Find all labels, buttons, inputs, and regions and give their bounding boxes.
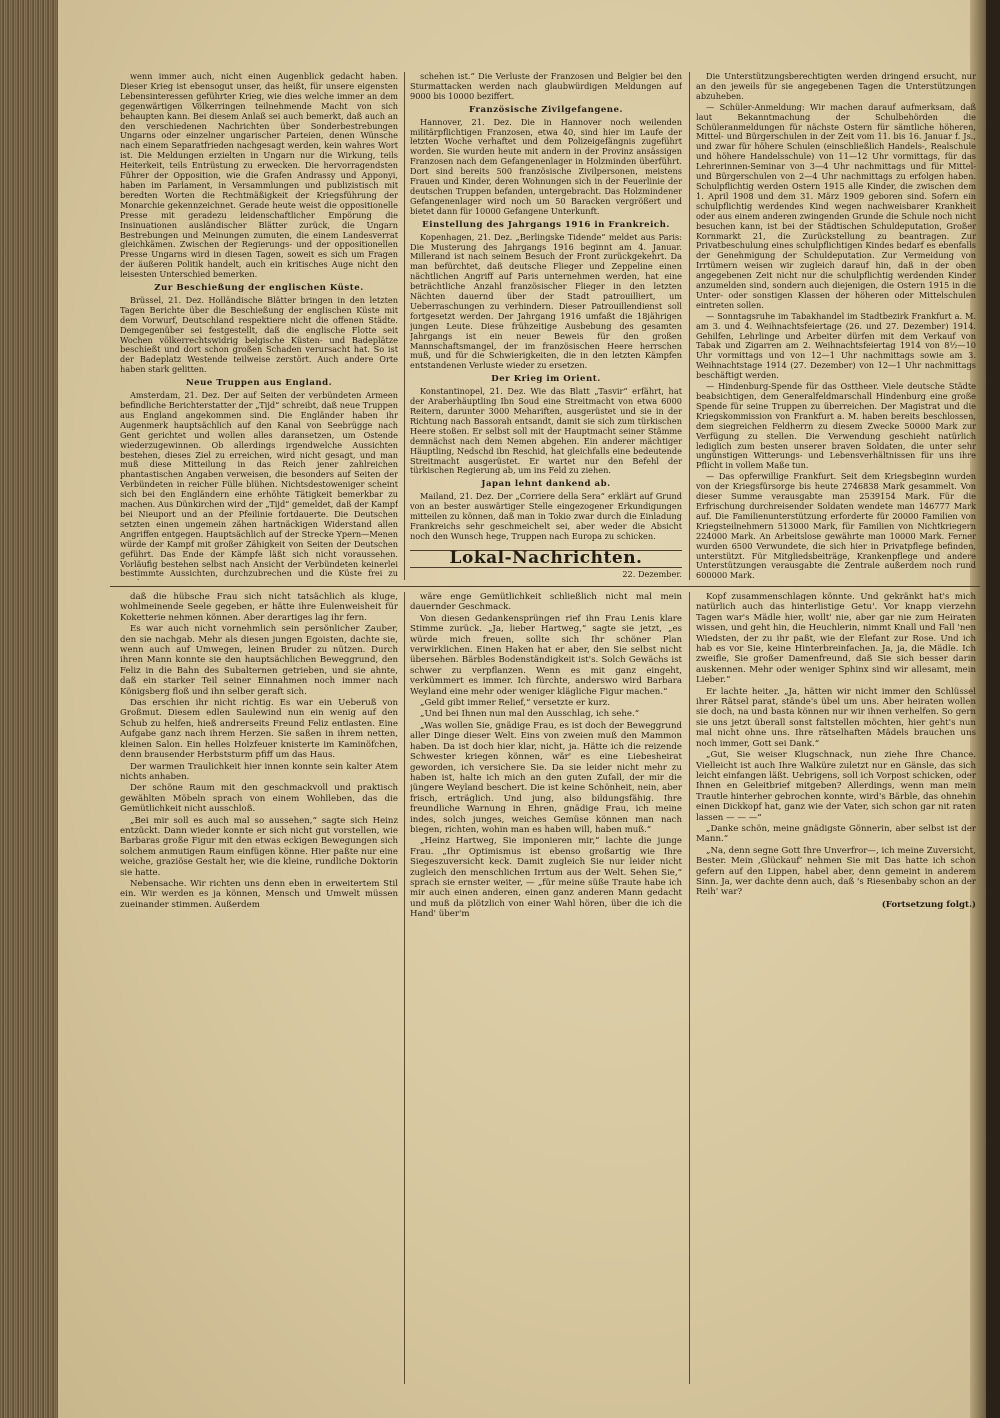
top-column-2 [410, 72, 682, 580]
article-headline: Japan lehnt dankend ab. [481, 479, 611, 490]
paragraph: daß die hübsche Frau sich nicht tatsächlich als kluge, wohlmeinende Seele gegeben, er hätte ihre Eulenweisheit für Koketterie nehmen können. Aber derartiges lag ihr fern. [120, 592, 398, 623]
article-headline: Neue Truppen aus England. [185, 378, 333, 389]
paragraph: Kopenhagen, 21. Dez. „Berlingske Tidende“ meldet aus Paris: Die Musterung des Jahrgangs 1916 beginnt am 4. Januar. Millerand ist nach seinem Besuch der Front zurückgekehrt. Da man befürchtet, daß deutsche Flieger und Zeppeline einen nächtlichen Angriff auf Paris unternehmen werden, hat eine beträchtliche Anzahl französischer Flieger in den letzten Nächten dauernd über der Stadt patrouilliert, um Ueberraschungen zu verhindern. Dieser Patrouillendienst soll fortgesetzt werden. Der Jahrgang 1916 umfaßt die 18jährigen jungen Leute. Diese frühzeitige Ausbebung des gesamten Jahrgangs ist ein neuer Beweis für den großen Mannschaftsmangel, der im französischen Heere herrschen muß, und für die Schwierigkeiten, die in den letzten Kämpfen entstandenen Verluste wieder zu ersetzen. [410, 231, 682, 371]
article-headline: Zur Beschießung der englischen Küste. [154, 283, 364, 294]
paragraph: Die Unterstützungsberechtigten werden dringend ersucht, nur an den jeweils für sie angegebenen Tagen die Unterstützungen abzuheben. [696, 72, 976, 101]
continuation-note: (Fortsetzung folgt.) [881, 899, 976, 910]
paragraph: — Hindenburg-Spende für das Osttheer. Viele deutsche Städte beabsichtigen, dem Generalfeldmarschall Hindenburg eine große Spende für seine Truppen zu überreichen. Der Magistrat und die Kriegskommission von Frankfurt a. M. haben bereits beschlossen, dem siegreichen Feldherrn zu diesem Zwecke 50000 Mark zur Verfügung zu stellen. Die Verwendung geschieht natürlich lediglich zum besten unserer braven Soldaten, die unter sehr ungünstigen Witterungs- und Lebensverhältnissen für uns ihre Pflicht in vollem Maße tun. [696, 381, 976, 471]
column-rule [689, 592, 690, 1384]
paragraph: Kopf zusammenschlagen könnte. Und gekränkt hat's mich natürlich auch das hinterlistige Getu'. Vor knapp vierzehn Tagen war's Mädle hier, wollt' nie, aber gar nie zum Heiraten wissen, und geht hin, die Heuchlerin, nimmt Knall und Fall 'nen Wiedsten, der zu ihr paßt, wie der Elefant zur Rose. Und ich hab es vor Sie, keine Hinterbreinfachen. Ja, ja, die Mädle. Ich zweifle, Sie großer Damenfreund, daß Sie sich besser darin auskennen. Mehr oder weniger Sphinx sind wir allesamt, mein Lieber.“ [696, 592, 976, 686]
section-divider [110, 586, 980, 587]
paragraph: Konstantinopel, 21. Dez. Wie das Blatt „Tasvir“ erfährt, hat der Araberhäuptling Ibn Soud eine Streitmacht von etwa 6000 Reitern, darunter 3000 Mehariften, ausgerüstet und sie in der Richtung nach Bassorah entsandt, damit sie sich zum türkischen Heere stoßen. Er selbst soll mit der Hauptmacht seiner Stämme demnächst nach dem Nemen abgehen. Ein anderer mächtiger Häuptling, Nedschd ibn Reschid, hat gleichfalls eine bedeutende Streitmacht ausgerüstet. Er wartet nur den Befehl der türkischen Regierung ab, um ins Feld zu ziehen. [410, 386, 682, 476]
top-section [110, 72, 980, 580]
top-column-3 [696, 72, 976, 580]
section-heading: Lokal-Nachrichten. [410, 550, 682, 568]
bottom-column-2 [410, 592, 682, 1384]
paragraph: Der schöne Raum mit den geschmackvoll und praktisch gewählten Möbeln sprach von einem Wohlleben, das die Gemütlichkeit nicht ausschloß. [120, 783, 398, 815]
paragraph: Von diesen Gedankensprüngen rief ihn Frau Lenis klare Stimme zurück. „Ja, lieber Hartweg,“ sagte sie jetzt, „es würde mich freuen, sollte sich Ihr schöner Plan verwirklichen. Einen Haken hat er aber, den Sie selbst nicht übersehen. Bärbles Bodenständigkeit ist's. Solch Gewächs ist schwer zu verpflanzen. Wenn es mit ganz eingeht, verkümmert es immer. Ich fürchte, anderswo wird Barbara Weyland eine mehr oder weniger klägliche Figur machen.“ [410, 613, 682, 697]
column-rule [689, 72, 690, 580]
paragraph: wäre enge Gemütlichkeit schließlich nicht mal mein dauernder Geschmack. [410, 592, 682, 613]
paragraph: „Gut, Sie weiser Klugschnack, nun ziehe Ihre Chance. Vielleicht ist auch Ihre Walküre zuletzt nur en Gänsle, das sich leicht einfangen läßt. Uebrigens, soll ich Vorpost schicken, oder Ihnen en Geleitbrief mitgeben? Allerdings, wenn man mein Trautle hinterher gebrochen konnte, wird's Bärble, das ohnehin einen Dickkopf hat, ganz wie der Vater, sich schon gar nit raten lassen — — —“ [696, 750, 976, 823]
book-page-edge [0, 0, 60, 1418]
paragraph: schehen ist.“ Die Verluste der Franzosen und Belgier bei den Sturmattacken werden nach glaubwürdigen Meldungen auf 9000 bis 10000 beziffert. [410, 72, 682, 101]
article-headline: Einstellung des Jahrgangs 1916 in Frankreich. [422, 219, 670, 230]
bottom-column-1 [120, 592, 398, 1384]
paragraph: „Was wollen Sie, gnädige Frau, es ist doch der Beweggrund aller Dinge dieser Welt. Eins von zweien muß den Mammon haben. Da ist doch hier klar, nicht, ja. Hätte ich die reizende Schwester kriegen können, wär' es eine Liebesheirat geworden, ich versichere Sie. Da sie leider nicht mehr zu haben ist, halte ich mich an den guten Zufall, der mir die jüngere Weyland beschert. Die ist keine Schönheit, nein, aber frisch, erträglich. Und jung, also bildungsfähig. Ihre freundliche Warnung in Ehren, gnädige Frau, ich meine indes, solch junges, weiches Gemüse können man nach biegen, richten, wohin man es haben will, haben muß.“ [410, 720, 682, 835]
date-line: 22. Dezember. [622, 568, 682, 579]
paragraph: „Danke schön, meine gnädigste Gönnerin, aber selbst ist der Mann.“ [696, 823, 976, 845]
paragraph: Hannover, 21. Dez. Die in Hannover noch weilenden militärpflichtigen Franzosen, etwa 40, sind hier im Laufe der letzten Woche verhaftet und dem Polizeigefängnis zugeführt worden. Sie wurden heute mit andern in der Provinz ansässigen Franzosen nach dem Gefangenenlager in Holzminden überführt. Dort sind bereits 500 französische Zivilpersonen, meistens Frauen und Kinder, deren Wohnungen sich in der Feuerlinie der deutschen Truppen befanden, untergebracht. Das Holzmindener Gefangenenlager wird noch um 50 Baracken vergrößert und bietet dann für 10000 Gefangene Unterkunft. [410, 116, 682, 216]
column-rule [404, 72, 405, 580]
article-headline: Französische Zivilgefangene. [468, 104, 624, 115]
paragraph: „Geld gibt immer Relief,“ versetzte er kurz. [420, 698, 610, 709]
top-column-1 [120, 72, 398, 580]
paragraph: Er lachte heiter. „Ja, hätten wir nicht immer den Schlüssel ihrer Rätsel parat, stände's übel um uns. Aber heiraten wollen sie doch, na und basta können nur wir ihnen verhelfen. So gern sie uns jetzt überall sonst faltstellen möchten, hier geht's nun mal nicht ohne uns. Ihre rätselhaften Mädels brauchen uns noch immer, Gott sei Dank.“ [696, 686, 976, 749]
column-rule [404, 592, 405, 1384]
article-headline: Der Krieg im Orient. [491, 374, 601, 385]
paragraph: — Schüler-Anmeldung: Wir machen darauf aufmerksam, daß laut Bekanntmachung der Schulbehörden die Schüleranmeldungen für nächste Ostern für sämtliche höheren, Mittel- und Bürgerschulen in der Zeit vom 11. bis 16. Januar f. Js., und zwar für höhere Schulen (einschließlich Handels-, Realschule und höhere Handelsschule) von 11—12 Uhr vormittags, für das Lehrerinnen-Seminar von 3—4 Uhr nachmittags und für Mittel- und Bürgerschulen von 2—4 Uhr nachmittags zu erfolgen haben. Schulpflichtig werden Ostern 1915 alle Kinder, die zwischen dem 1. April 1908 und dem 31. März 1909 geboren sind. Sofern ein schulpflichtig werdendes Kind wegen nachweisbarer Krankheit oder aus einem anderen zwingenden Grunde die Schule noch nicht besuchen kann, ist bei der Städtischen Schuldeputation, Großer Kornmarkt 21, die Zurückstellung zu beantragen. Zur Privatbeschulung eines schulpflichtigen Kindes bedarf es ebenfalls der Genehmigung der Schuldeputation. Zur Vermeidung von Irrtümern weisen wir zugleich darauf hin, daß in der oben angegebenen Zeit nicht nur die schulpflichtig werdenden Kinder anzumelden sind, sondern auch diejenigen, die Ostern 1915 in die Unter- oder sonstigen Klassen der höheren oder Mittelschulen eintreten sollen. [696, 101, 976, 310]
paragraph: Es war auch nicht vornehmlich sein persönlicher Zauber, den sie nachgab. Mehr als diesen jungen Egoisten, dachte sie, wenn auch auf Umwegen, leinen Bruder zu nützen. Durch ihren Mann konnte sie den hauptsächlichen Beweggrund, den Feliz in die Bahn des Subalternen getrieben, und sie ahnte, daß ein starker Teil seiner Einnahmen noch immer nach Königsberg floß und ihn selber geraft sich. [120, 624, 398, 697]
feuilleton-section [110, 592, 980, 1384]
newspaper-page [58, 0, 986, 1418]
paragraph: — Das opferwillige Frankfurt. Seit dem Kriegsbeginn wurden von der Kriegsfürsorge bis heute 2746838 Mark gesammelt. Von dieser Summe verausgabte man 2539154 Mark. Für die Erfrischung durchreisender Soldaten wendete man 146777 Mark auf. Die Familienunterstützung erforderte für 20000 Familien von Kriegsteilnehmern 513000 Mark, für Familien von Nichtkriegern 224000 Mark. An Arbeitslose gewährte man 10000 Mark. Ferner wurden 6500 Verwundete, die sich hier in Privatpflege befinden, unterstützt. Für Mitgliedsbeiträge, Krankenpflege und andere Unterstützungen verausgabte die Zentrale außerdem noch rund 600000 Mark. [696, 471, 976, 580]
paragraph: „Bei mir soll es auch mal so aussehen,“ sagte sich Heinz entzückt. Dann wieder konnte er sich nicht gut vorstellen, wie Barbaras große Figur mit den etwas eckigen Bewegungen sich solchem anmutigen Raum einfügen könne. Hier paßte nur eine weiche, graziöse Gestalt her, wie die kleine, rundliche Doktorin sie hatte. [120, 815, 398, 878]
paragraph: — Sonntagsruhe im Tabakhandel im Stadtbezirk Frankfurt a. M. am 3. und 4. Weihnachtsfeiertage (26. und 27. Dezember) 1914. Gehilfen, Lehrlinge und Arbeiter dürfen mit dem Verkauf von Tabak und Zigarren am 2. Weihnachtsfeiertag 1914 von 8½—10 Uhr vormittags und von 12—1 Uhr nachmittags sowie am 3. Weihnachtstage 1914 (27. Dezember) von 12—1 Uhr nachmittags beschäftigt werden. [696, 310, 976, 381]
paragraph: „Na, denn segne Gott Ihre Unverfror—, ich meine Zuversicht, Bester. Mein ‚Glückauf‘ nehmen Sie mit Das hatte ich schon gefern auf den Lippen, habel aber, denn gemeint in anderem Sinn. Ja, wer dachte denn auch, daß 's Riesenbaby schon an der Reih' war? [696, 845, 976, 898]
paragraph: wenn immer auch, nicht einen Augenblick gedacht haben. Dieser Krieg ist ebensogut unser, das heißt, für unsere eigensten Lebensinteressen geführter Krieg, wie dies welche immer an dem gegenwärtigen Völkerringen teilnehmende Macht von sich behaupten kann. Bei diesem Anlaß sei auch bemerkt, daß auch an den verschiedenen Nachrichten über Sonderbestrebungen Ungarns oder einzelner ungarischer Parteien, denen Wünsche nach einem Separatfrieden nachgesagt werden, kein wahres Wort ist. Die Meldungen erzielten in Ungarn nur die Wirkung, teils Heiterkeit, teils Entrüstung zu erwecken. Die hervorragendsten Führer der Opposition, wie die Grafen Andrassy und Apponyi, haben im Parlament, in Versammlungen und publizistisch mit beredten Worten die Rechtmäßigkeit der Kriegsführung der Monarchie gekennzeichnet. Gerade heute weist die oppositionelle Presse mit geradezu leidenschaftlicher Empörung die Insinuationen ausländischer Blätter zurück, die Ungarn Bestrebungen und Meinungen zumuten, die einem Landesverrat gleichkämen. Zwischen der Regierungs- und der oppositionellen Presse Ungarns wird in diesen Tagen, soweit es sich um Fragen der äußeren Politik handelt, auch ein kritisches Auge nicht den leisesten Unterschied bemerken. [120, 72, 398, 280]
paragraph: Der warmen Traulichkeit hier innen konnte sein kalter Atem nichts anhaben. [120, 761, 398, 782]
paragraph: Brüssel, 21. Dez. Holländische Blätter bringen in den letzten Tagen Berichte über die Beschießung der englischen Küste mit dem Vorwurf, Deutschland respektiere nicht die offenen Städte. Demgegenüber sei festgestellt, daß die englische Flotte seit Wochen völkerrechtswidrig belgische Küsten- und Badeplätze beschießt und dort schon großen Schaden verursacht hat. So ist der Badeplatz Westende teilweise zerstört. Auch andere Orte haben stark gelitten. [120, 294, 398, 375]
paragraph: Amsterdam, 21. Dez. Der auf Seiten der verbündeten Armeen befindliche Berichterstatter der „Tijd“ schreibt, daß neue Truppen aus England angekommen sind. Die Engländer haben ihr Augenmerk hauptsächlich auf den Kanal von Seebrügge nach Gent gerichtet und wollen alles daransetzen, um Ostende wiederzugewinnen. Ob allerdings irgendwelche Aussichten bestehen, dieses Ziel zu erreichen, wird nicht gesagt, und man muß diese Mitteilung in das Reich jener zahlreichen phantastischen Angaben verweisen, die besonders auf Seiten der Verbündeten in reicher Fülle blühen. Nichtsdestoweniger scheint sich bei den Engländern eine erhöhte Tätigkeit bemerkbar zu machen. Aus Dünkirchen wird der „Tijd“ gemeldet, daß der Kampf bei Nieuport und an der Pfeilinie fortdauerte. Die Deutschen setzten einen ungemein zähen hartnäckigen Widerstand allen Angriffen entgegen. Hauptsächlich auf der Strecke Ypern—Menen würde der Kampf mit großer Zähigkeit von Seiten der Deutschen geführt. Das Ende der Kämpfe läßt sich nicht voraussehen. Vorläufig bestehen selbst nach Ansicht der Verbündeten keinerlei bestimmte Aussichten, durchzubrechen und die Küste frei zu [120, 390, 398, 579]
paragraph: „Heinz Hartweg, Sie imponieren mir,“ lachte die junge Frau. „Ihr Optimismus ist ebenso großartig wie Ihre Siegeszuversicht keck. Damit zugleich Sie nur leider nicht zugleich den menschlichen Irrtum aus der Welt. Sehen Sie,“ sprach sie ernster weiter, — „für meine süße Traute habe ich mir auch einen anderen, einen ganz anderen Mann gedacht und muß da plötzlich von einer Wahl hören, über die ich die Hand' über'm [410, 836, 682, 920]
paragraph: Mailand, 21. Dez. Der „Corriere della Sera“ erklärt auf Grund von an bester auswärtiger Stelle eingezogener Erkundigungen mitteilen zu können, daß man in Tokio zwar durch die Einladung Frankreichs sehr geschmeichelt sei, aber weder die Absicht noch den Wunsch hege, Truppen nach Europa zu schicken. [410, 491, 682, 541]
paragraph: Das erschien ihr nicht richtig. Es war ein Ueberuß von Großmut. Diesem edlen Saulewind nun ein wenig auf den Schub zu helfen, hieß andrerseits Freund Feliz entlasten. Eine Aufgabe ganz nach ihrem Herzen. Sie saßen in ihrem netten, kleinen Salon. Ein helles Holzfeuer knisterte im Kaminöfchen, denn brausender Herbststurm pfiff um das Haus. [120, 698, 398, 761]
paragraph: Nebensache. Wir richten uns denn eben in erweitertem Stil ein. Wir werden es ja können, Mensch und Umwelt müssen zueinander stimmen. Außerdem [120, 878, 398, 910]
bottom-column-3 [696, 592, 976, 1384]
paragraph: „Und bei Ihnen nun mal den Ausschlag, ich sehe.“ [420, 709, 640, 720]
